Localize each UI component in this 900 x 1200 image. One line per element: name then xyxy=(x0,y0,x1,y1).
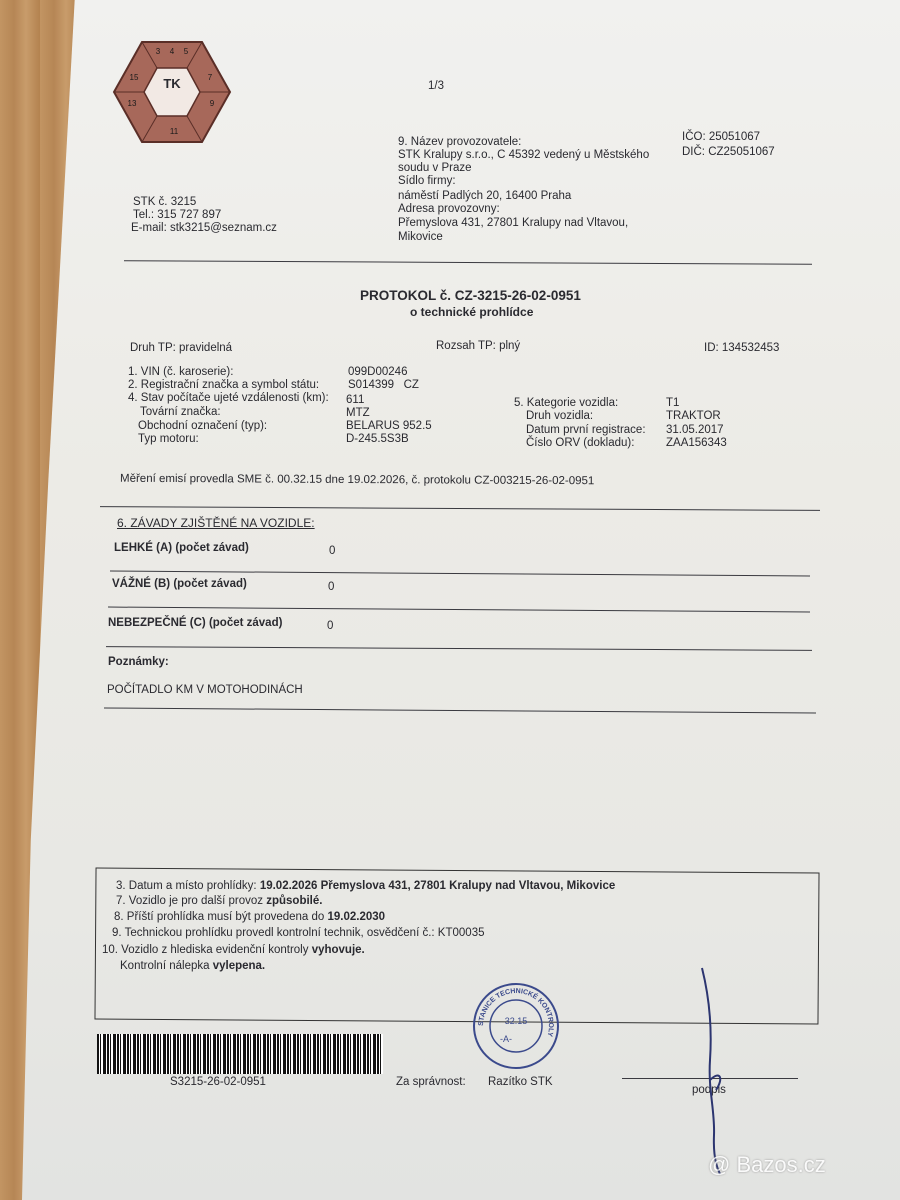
station-email: E-mail: stk3215@seznam.cz xyxy=(131,222,277,234)
defects-dangerous-label: NEBEZPEČNÉ (C) (počet závad) xyxy=(108,617,283,629)
vehicle-kind-value: TRAKTOR xyxy=(666,410,721,422)
engine-value: D-245.5S3B xyxy=(346,433,409,445)
notes-label: Poznámky: xyxy=(108,656,169,668)
operator-seat: náměstí Padlých 20, 16400 Praha xyxy=(398,190,572,202)
defects-serious-value: 0 xyxy=(328,581,335,593)
model-label: Obchodní označení (typ): xyxy=(138,420,268,432)
result-date-place: 3. Datum a místo prohlídky: 19.02.2026 Přemyslova 431, 27801 Kralupy nad Vltavou, Mikovice xyxy=(116,880,616,892)
vin-value: 099D00246 xyxy=(348,366,408,378)
odometer-value: 611 xyxy=(346,394,365,406)
operator-seat-label: Sídlo firmy: xyxy=(398,175,456,187)
barcode xyxy=(97,1034,383,1074)
logo-number: 15 xyxy=(129,73,139,82)
result-next-inspection: 8. Příští prohlídka musí být provedena do 19.02.2030 xyxy=(114,911,386,923)
station-number: STK č. 3215 xyxy=(133,196,197,208)
logo-number: 9 xyxy=(209,99,215,108)
stamp-ring-text: STANICE TECHNICKÉ KONTROLY xyxy=(477,987,555,1038)
result-fitness: 7. Vozidlo je pro další provoz způsobilé. xyxy=(116,895,323,907)
watermark: @ Bazos.cz xyxy=(708,1152,826,1177)
operator-address-label: Adresa provozovny: xyxy=(398,203,500,215)
registration-value: S014399 CZ xyxy=(348,379,419,391)
result-evidence-check: 10. Vozidlo z hlediska evidenční kontroly vyhovuje. xyxy=(102,944,365,956)
protocol-title: PROTOKOL č. CZ-3215-26-02-0951 xyxy=(360,288,581,303)
result-technician: 9. Technickou prohlídku provedl kontrolní technik, osvědčení č.: KT00035 xyxy=(112,927,485,939)
logo-number: 4 xyxy=(169,47,175,56)
logo-number: 7 xyxy=(207,73,213,82)
category-value: T1 xyxy=(666,397,680,409)
emissions-note: Měření emisí provedla SME č. 00.32.15 dne 19.02.2026, č. protokolu CZ-003215-26-02-0951 xyxy=(119,472,595,488)
defects-serious-label: VÁŽNÉ (B) (počet závad) xyxy=(112,578,247,590)
make-value: MTZ xyxy=(346,407,370,419)
stk-logo xyxy=(112,40,232,144)
engine-label: Typ motoru: xyxy=(138,433,199,445)
signature-scribble xyxy=(690,960,750,1180)
operator-address-2: Mikovice xyxy=(398,231,443,243)
first-registration-value: 31.05.2017 xyxy=(666,424,724,436)
inspection-scope: Rozsah TP: plný xyxy=(436,340,521,352)
stamp-mark: -A- xyxy=(500,1034,512,1044)
operator-court: soudu v Praze xyxy=(398,162,472,174)
defects-light-value: 0 xyxy=(329,545,336,557)
station-phone: Tel.: 315 727 897 xyxy=(133,209,222,221)
category-label: 5. Kategorie vozidla: xyxy=(514,397,619,409)
ico: IČO: 25051067 xyxy=(682,131,761,143)
operator-address: Přemyslova 431, 27801 Kralupy nad Vltavou, xyxy=(398,217,629,229)
logo-number: 5 xyxy=(183,47,189,56)
defects-light-label: LEHKÉ (A) (počet závad) xyxy=(114,542,249,554)
odometer-label: 4. Stav počítače ujeté vzdálenosti (km): xyxy=(128,392,329,404)
orv-label: Číslo ORV (dokladu): xyxy=(526,437,635,449)
protocol-id: ID: 134532453 xyxy=(704,342,780,354)
make-label: Tovární značka: xyxy=(140,406,221,418)
operator-name: STK Kralupy s.r.o., C 45392 vedený u Městského xyxy=(398,149,650,161)
first-registration-label: Datum první registrace: xyxy=(526,424,646,436)
operator-heading: 9. Název provozovatele: xyxy=(398,136,522,148)
inspection-type: Druh TP: pravidelná xyxy=(130,342,233,354)
orv-value: ZAA156343 xyxy=(666,437,727,449)
page-number: 1/3 xyxy=(428,80,444,92)
defects-dangerous-value: 0 xyxy=(327,620,334,632)
vehicle-kind-label: Druh vozidla: xyxy=(526,410,594,422)
vin-label: 1. VIN (č. karoserie): xyxy=(128,366,234,378)
registration-label: 2. Registrační značka a symbol státu: xyxy=(128,379,320,391)
defects-heading: 6. ZÁVADY ZJIŠTĚNÉ NA VOZIDLE: xyxy=(117,516,315,530)
protocol-subtitle: o technické prohlídce xyxy=(410,305,534,319)
logo-number: 13 xyxy=(127,99,137,108)
signature-label: podpis xyxy=(692,1084,726,1096)
model-value: BELARUS 952.5 xyxy=(346,420,432,432)
result-sticker: Kontrolní nálepka vylepena. xyxy=(120,960,266,972)
dic: DIČ: CZ25051067 xyxy=(682,146,775,158)
svg-text:STANICE TECHNICKÉ KONTROLY xyxy=(478,988,554,1038)
stamp-label: Razítko STK xyxy=(488,1076,553,1088)
stk-stamp xyxy=(472,982,560,1070)
notes-text: POČÍTADLO KM V MOTOHODINÁCH xyxy=(107,684,303,696)
logo-number: 11 xyxy=(169,127,179,136)
stamp-center: 32.15 xyxy=(504,1016,528,1026)
barcode-text: S3215-26-02-0951 xyxy=(170,1076,266,1088)
correctness-label: Za správnost: xyxy=(396,1076,466,1088)
logo-number: 3 xyxy=(155,47,161,56)
logo-text: TK xyxy=(163,76,181,91)
